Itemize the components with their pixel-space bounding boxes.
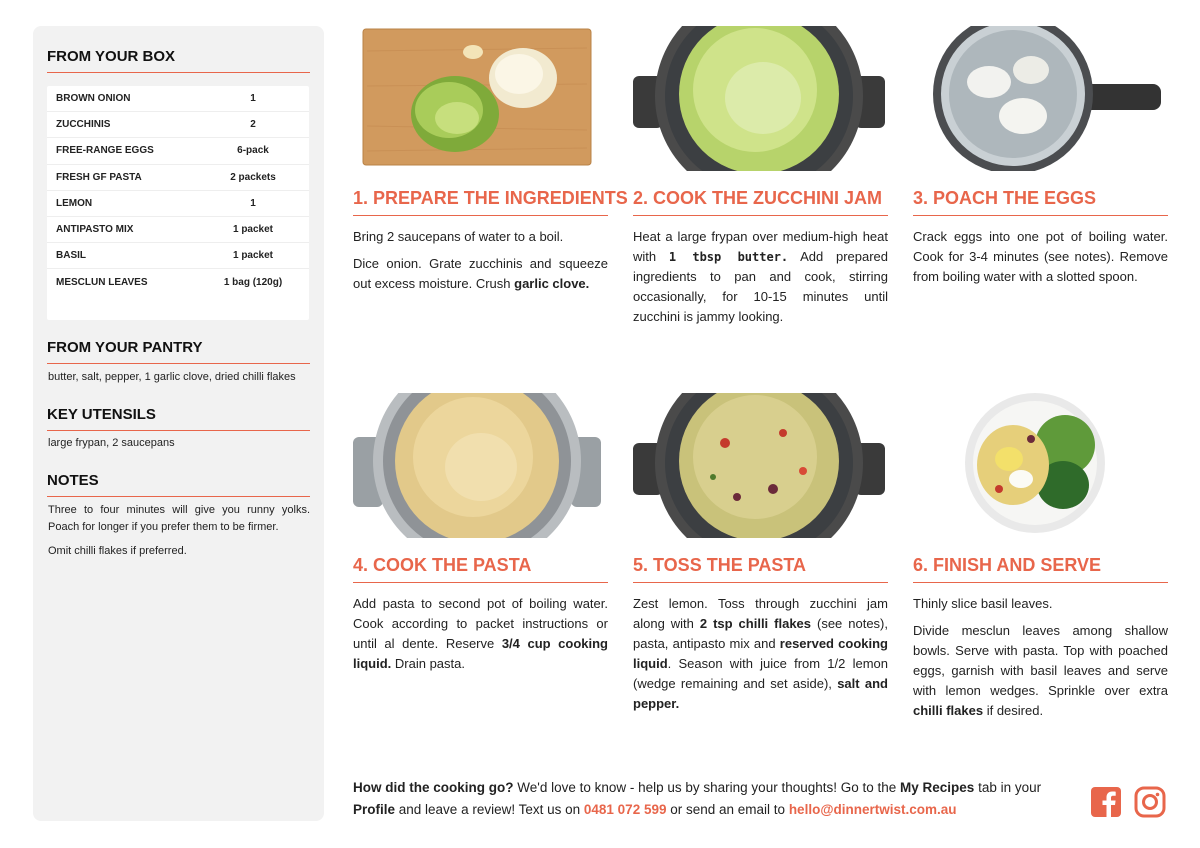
step-2-title: 2. COOK THE ZUCCHINI JAM bbox=[633, 188, 888, 216]
step-1-image bbox=[353, 26, 608, 171]
ingredient-qty: 1 packet bbox=[232, 224, 274, 236]
ingredient-name: FREE-RANGE EGGS bbox=[56, 145, 154, 157]
step-6-text-2: Divide mesclun leaves among shallow bowls. Serve with pasta. Top with poached eggs, garnish with basil leaves and serve with lemon wedges. Sprinkle over extra chilli flakes if desired. bbox=[913, 623, 1168, 718]
ingredient-qty: 2 packets bbox=[230, 171, 276, 183]
step-3-body bbox=[913, 227, 1168, 287]
step-2 bbox=[633, 26, 888, 334]
ingredient-name: ZUCCHINIS bbox=[56, 119, 111, 131]
profile-link[interactable]: Profile bbox=[353, 802, 396, 817]
table-row bbox=[47, 191, 309, 217]
email-link[interactable]: hello@dinnertwist.com.au bbox=[788, 802, 957, 817]
utensils-text: large frypan, 2 saucepans bbox=[48, 437, 175, 449]
ingredient-qty: 6-pack bbox=[237, 145, 269, 157]
step-5-text: Zest lemon. Toss through zucchini jam along with 2 tsp chilli flakes (see notes), pasta, antipasto mix and reserved cooking liquid. Season with juice from 1/2 lemon (wedge remaining and set aside), salt and pepper. bbox=[633, 596, 888, 711]
step-4-text: Add pasta to second pot of boiling water. Cook according to packet instructions or until al dente. Reserve 3/4 cup cooking liquid. Drain pasta. bbox=[353, 596, 608, 671]
phone-link[interactable]: 0481 072 599 bbox=[583, 802, 667, 817]
ingredient-name: FRESH GF PASTA bbox=[56, 171, 142, 183]
ingredient-name: ANTIPASTO MIX bbox=[56, 224, 134, 236]
step-3 bbox=[913, 26, 1168, 294]
my-recipes-link[interactable]: My Recipes bbox=[900, 780, 975, 795]
step-1-text: Bring 2 saucepans of water to a boil. bbox=[353, 229, 564, 244]
from-your-box-heading: FROM YOUR BOX bbox=[47, 48, 310, 73]
ingredient-qty: 1 bbox=[250, 93, 256, 105]
step-1 bbox=[353, 26, 628, 301]
box-ingredients-table bbox=[47, 86, 309, 320]
step-4-image bbox=[353, 393, 608, 538]
ingredient-qty: 1 bbox=[250, 197, 256, 209]
table-row bbox=[47, 138, 309, 164]
step-4 bbox=[353, 393, 608, 681]
step-6-title: 6. FINISH AND SERVE bbox=[913, 555, 1168, 583]
step-3-title: 3. POACH THE EGGS bbox=[913, 188, 1168, 216]
instagram-icon[interactable] bbox=[1134, 786, 1166, 818]
table-row bbox=[47, 269, 309, 295]
step-2-text: Heat a large frypan over medium-high heat with 1 tbsp butter. Add prepared ingredients to pan and cook, stirring occasionally, for 10-15 minutes until zucchini is jammy looking. bbox=[633, 229, 889, 324]
table-row bbox=[47, 112, 309, 138]
step-1-body bbox=[353, 227, 608, 294]
step-4-title: 4. COOK THE PASTA bbox=[353, 555, 608, 583]
step-5-image bbox=[633, 393, 888, 538]
footer-text: or send an email to bbox=[666, 802, 789, 817]
ingredient-name: BASIL bbox=[56, 250, 86, 262]
step-5-title: 5. TOSS THE PASTA bbox=[633, 555, 888, 583]
step-2-body bbox=[633, 227, 888, 327]
step-1-text-2: Dice onion. Grate zucchinis and squeeze out excess moisture. Crush garlic clove. bbox=[353, 256, 608, 291]
step-4-body bbox=[353, 594, 608, 674]
feedback-footer bbox=[353, 777, 1073, 821]
notes-text-2: Omit chilli flakes if preferred. bbox=[48, 545, 187, 557]
from-your-pantry-heading: FROM YOUR PANTRY bbox=[47, 339, 310, 364]
ingredient-name: BROWN ONION bbox=[56, 93, 131, 105]
step-5-body bbox=[633, 594, 888, 714]
ingredient-name: LEMON bbox=[56, 197, 93, 209]
table-row bbox=[47, 86, 309, 112]
step-3-image bbox=[913, 26, 1168, 171]
ingredient-name: MESCLUN LEAVES bbox=[56, 276, 148, 288]
pantry-text: butter, salt, pepper, 1 garlic clove, dried chilli flakes bbox=[48, 371, 296, 383]
step-6 bbox=[913, 393, 1168, 728]
step-2-image bbox=[633, 26, 888, 171]
step-3-text: Crack eggs into one pot of boiling water. Cook for 3-4 minutes (see notes). Remove from boiling water with a slotted spoon. bbox=[913, 229, 1168, 284]
ingredient-qty: 2 bbox=[250, 119, 256, 131]
step-1-title: 1. PREPARE THE INGREDIENTS bbox=[353, 188, 608, 216]
ingredients-sidebar bbox=[33, 26, 324, 821]
table-row bbox=[47, 217, 309, 243]
facebook-icon[interactable] bbox=[1090, 786, 1122, 818]
ingredient-qty: 1 bag (120g) bbox=[223, 276, 283, 288]
footer-question: How did the cooking go? bbox=[353, 780, 514, 795]
table-row bbox=[47, 165, 309, 191]
step-6-body bbox=[913, 594, 1168, 721]
footer-text: We'd love to know - help us by sharing your thoughts! Go to the bbox=[513, 780, 901, 795]
key-utensils-heading: KEY UTENSILS bbox=[47, 406, 310, 431]
step-5 bbox=[633, 393, 888, 721]
notes-text-1: Three to four minutes will give you runny yolks. Poach for longer if you prefer them to be firmer. bbox=[48, 504, 310, 533]
footer-text: tab in your bbox=[974, 780, 1042, 795]
ingredient-qty: 1 packet bbox=[232, 250, 274, 262]
notes-heading: NOTES bbox=[47, 472, 310, 497]
table-row bbox=[47, 243, 309, 269]
step-6-image bbox=[913, 393, 1168, 538]
footer-text: and leave a review! Text us on bbox=[395, 802, 584, 817]
step-6-text: Thinly slice basil leaves. bbox=[913, 596, 1053, 611]
